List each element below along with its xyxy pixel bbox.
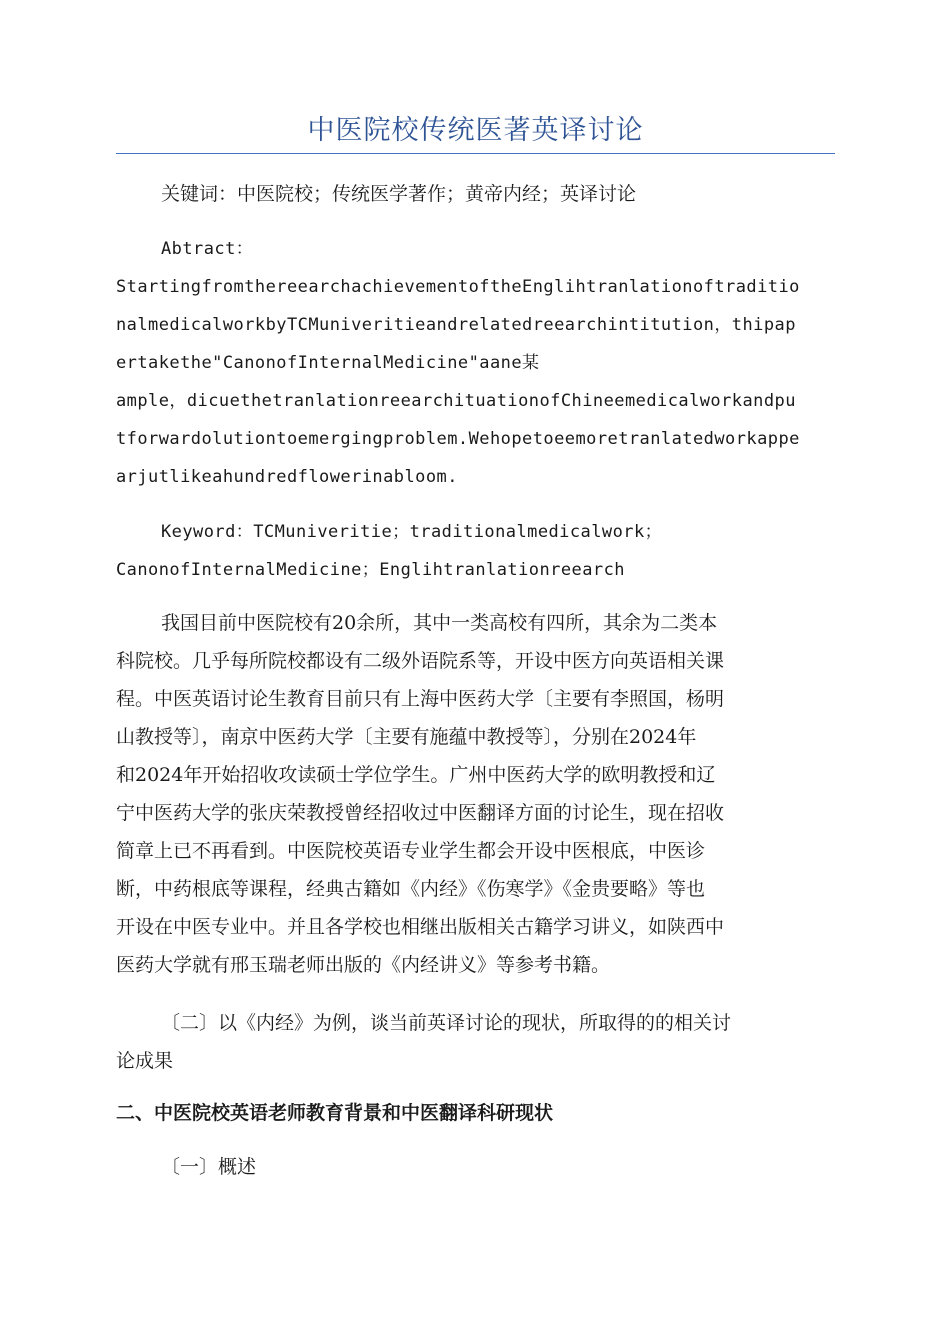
subsection-paragraph xyxy=(116,1004,835,1080)
abstract-paragraph xyxy=(116,230,835,496)
abstract-line: nalmedicalworkbyTCMuniveritieandrelatedreearchintitution，thipap xyxy=(116,315,796,335)
english-keywords-paragraph xyxy=(116,513,835,589)
title-underline xyxy=(116,153,835,154)
abstract-line: tforwardolutiontoemergingproblem.Wehopetoeemoretranlatedworkappe xyxy=(116,429,800,449)
body-line: 山教授等〕，南京中医药大学〔主要有施蕴中教授等〕，分别在2024年 xyxy=(116,726,697,748)
body-paragraph xyxy=(116,604,835,984)
body-line: 我国目前中医院校有20余所，其中一类高校有四所，其余为二类本 xyxy=(161,612,718,634)
body-line: 医药大学就有邢玉瑞老师出版的《内经讲义》等参考书籍。 xyxy=(116,954,611,976)
subsection-line: 论成果 xyxy=(116,1050,174,1072)
abstract-line: ample，dicuethetranlationreearchituationofChineemedicalworkandpu xyxy=(116,391,796,411)
body-line: 断，中药根底等课程，经典古籍如《内经》《伤寒学》《金贵要略》等也 xyxy=(116,878,706,900)
body-line: 开设在中医专业中。并且各学校也相继出版相关古籍学习讲义，如陕西中 xyxy=(116,916,725,938)
subheading: 〔一〕概述 xyxy=(161,1156,257,1178)
english-keywords-line: Keyword：TCMuniveritie；traditionalmedicalwork； xyxy=(161,522,663,542)
abstract-label: Abtract： xyxy=(161,239,254,259)
keywords-line: 关键词：中医院校；传统医学著作；黄帝内经；英译讨论 xyxy=(161,183,637,205)
abstract-line: arjutlikeahundredflowerinabloom. xyxy=(116,467,458,487)
keywords-paragraph xyxy=(116,175,880,213)
section-heading: 二、中医院校英语老师教育背景和中医翻译科研现状 xyxy=(116,1102,554,1124)
document-title: 中医院校传统医著英译讨论 xyxy=(307,115,644,146)
abstract-line: ertakethe"CanonofInternalMedicine"aane某 xyxy=(116,353,540,373)
body-line: 程。中医英语讨论生教育目前只有上海中医药大学〔主要有李照国，杨明 xyxy=(116,688,725,710)
subsection-line: 〔二〕以《内经》为例，谈当前英译讨论的现状，所取得的的相关讨 xyxy=(161,1012,732,1034)
body-line: 和2024年开始招收攻读硕士学位学生。广州中医药大学的欧明教授和辽 xyxy=(116,764,716,786)
body-line: 宁中医药大学的张庆荣教授曾经招收过中医翻译方面的讨论生，现在招收 xyxy=(116,802,725,824)
body-line: 简章上已不再看到。中医院校英语专业学生都会开设中医根底，中医诊 xyxy=(116,840,706,862)
english-keywords-line: CanonofInternalMedicine；Englihtranlationreearch xyxy=(116,560,625,580)
body-line: 科院校。几乎每所院校都设有二级外语院系等，开设中医方向英语相关课 xyxy=(116,650,725,672)
abstract-line: StartingfromthereearchachievementoftheEnglihtranlationoftraditio xyxy=(116,277,800,297)
subheading-paragraph xyxy=(116,1148,880,1186)
